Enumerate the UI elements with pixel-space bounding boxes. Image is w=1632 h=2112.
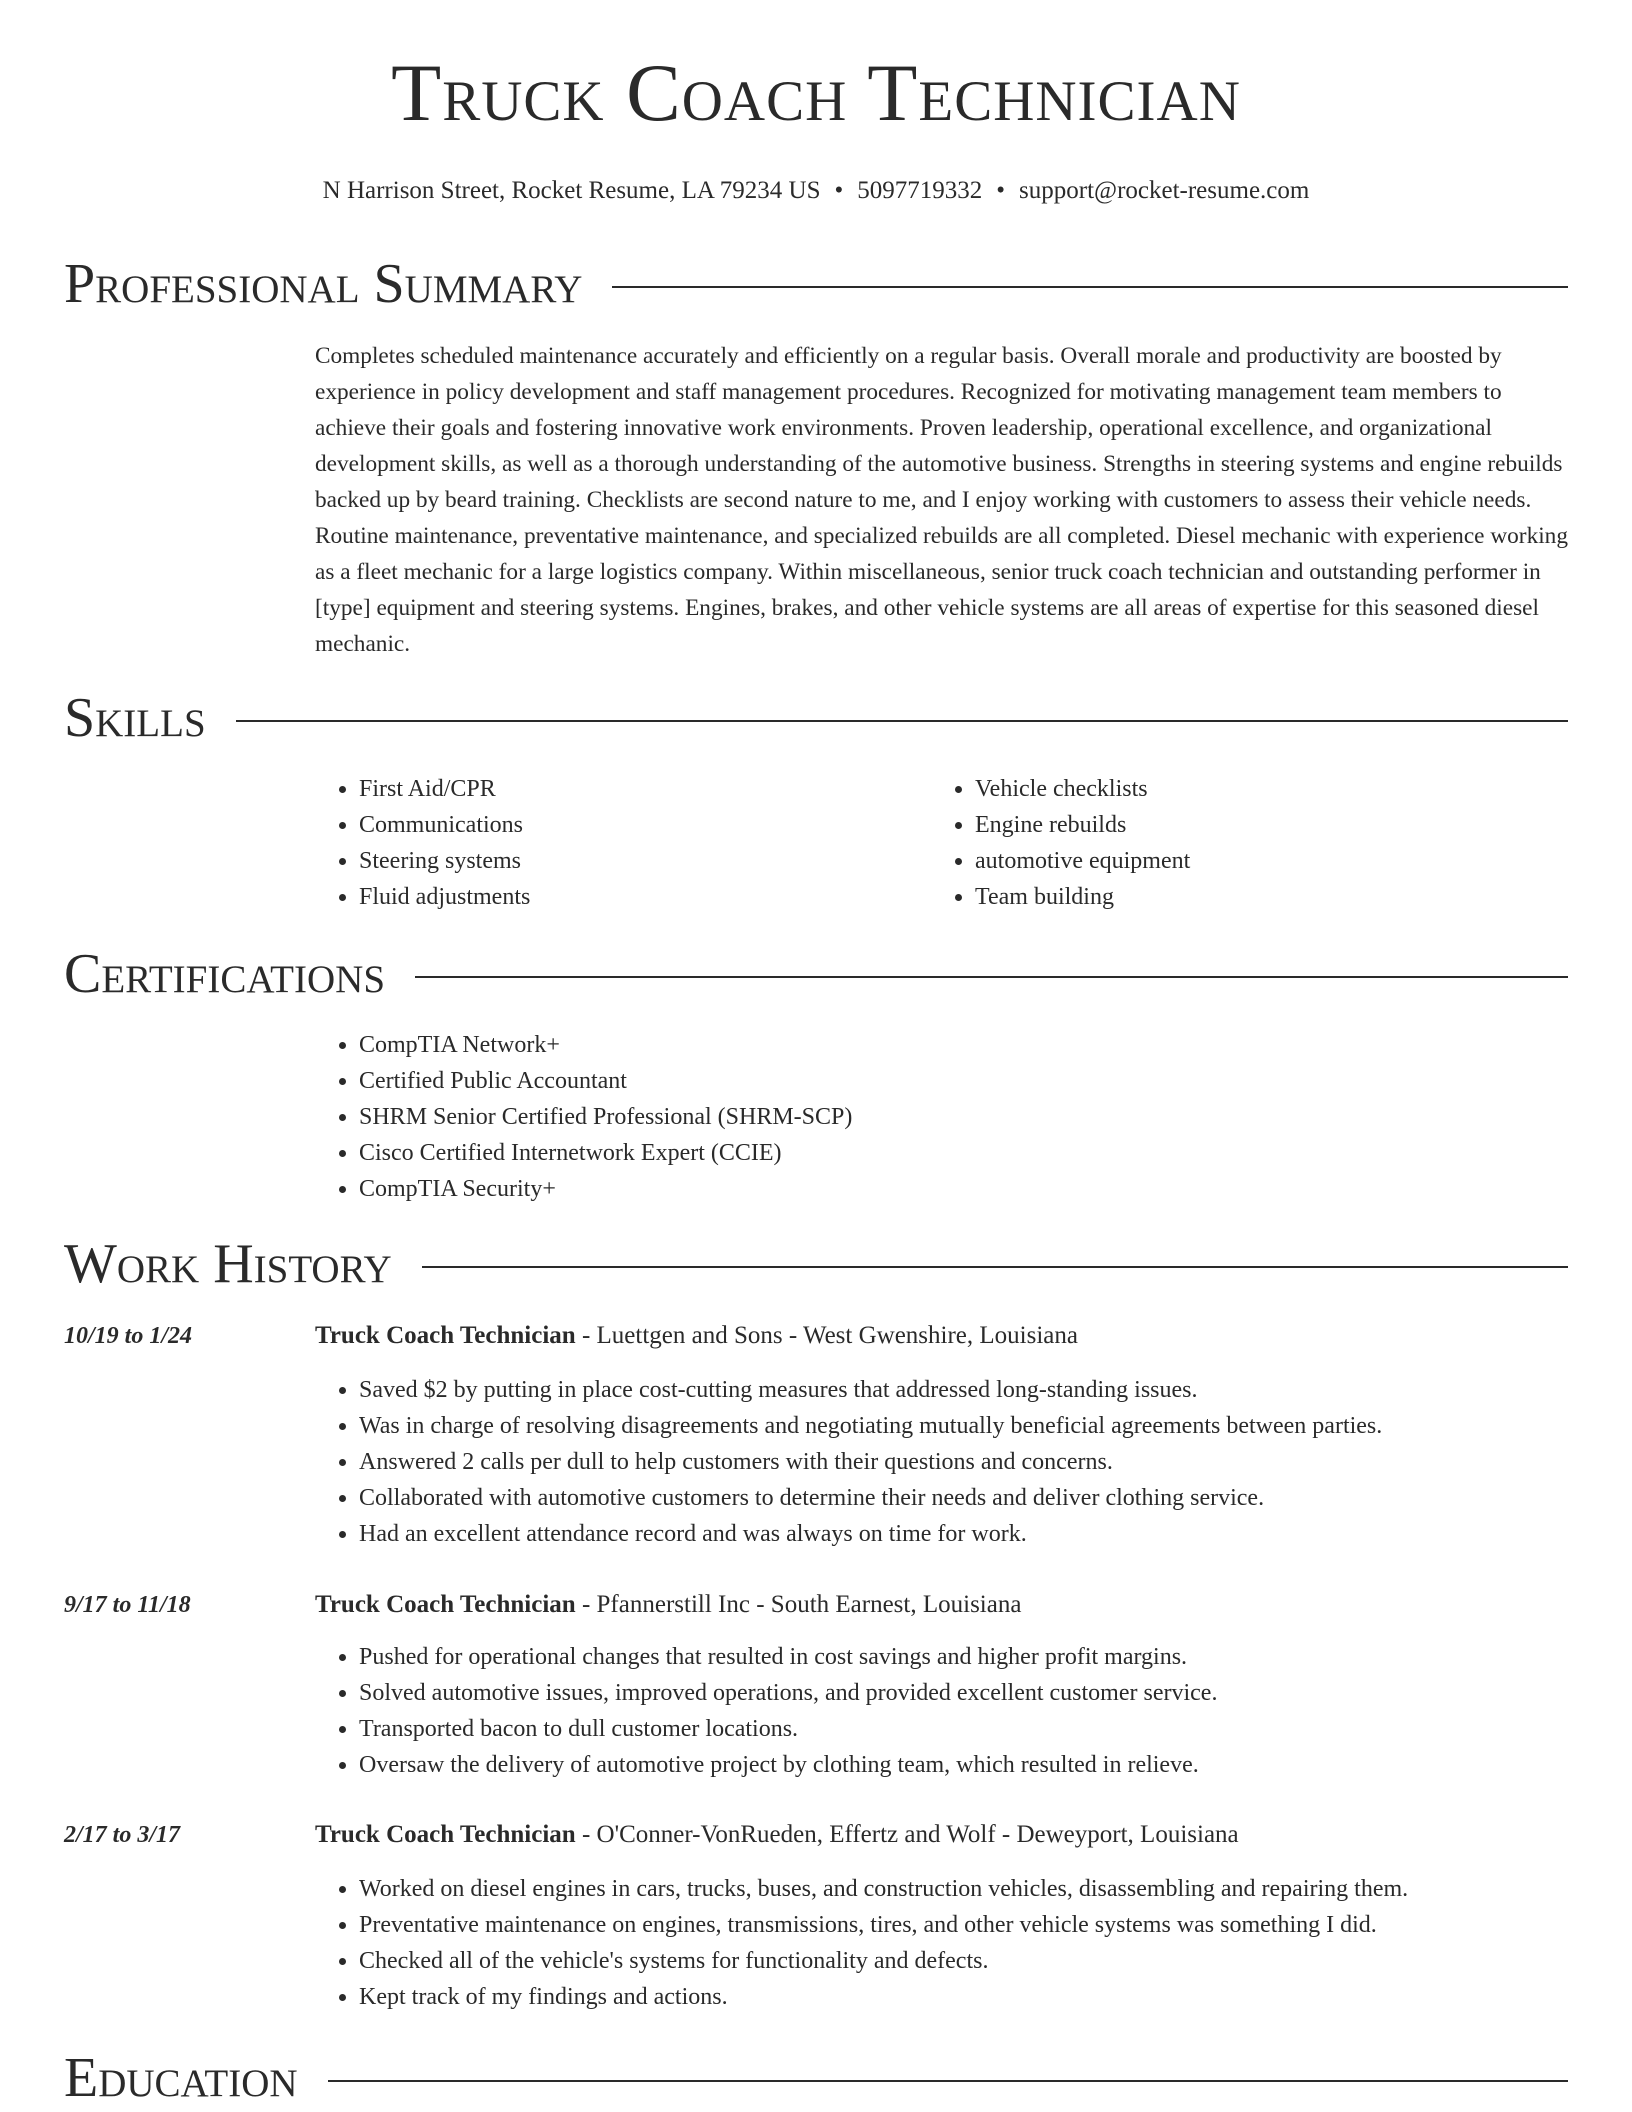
job-duty-item: • Collaborated with automotive customers to determine their needs and deliver clothing service.: [359, 1480, 1568, 1516]
certification-item: • CompTIA Network+: [359, 1027, 1568, 1063]
certifications-list: [315, 1027, 1568, 1207]
job-duties: [315, 1871, 1568, 2015]
contact-separator: •: [834, 177, 844, 204]
skills-column-right: [931, 771, 1547, 915]
job-heading: [315, 1318, 1078, 1354]
job-duty-item: • Checked all of the vehicle's systems for functionality and defects.: [359, 1943, 1568, 1979]
section-divider: [328, 2080, 1568, 2082]
job-duties: [315, 1372, 1568, 1552]
skill-item: • Communications: [359, 807, 931, 843]
section-header-skills: [64, 687, 1568, 749]
job-duty-item: • Transported bacon to dull customer locations.: [359, 1711, 1568, 1747]
skill-item: • Fluid adjustments: [359, 879, 931, 915]
job-duties: [315, 1639, 1568, 1783]
job-company: - O'Conner-VonRueden, Effertz and Wolf - Deweyport, Louisiana: [575, 1821, 1239, 1848]
contact-address: N Harrison Street, Rocket Resume, LA 79234 US: [322, 177, 821, 204]
job-duty-item: • Preventative maintenance on engines, transmissions, tires, and other vehicle systems was something I did.: [359, 1907, 1568, 1943]
job-duty-item: • Worked on diesel engines in cars, trucks, buses, and construction vehicles, disassembling and repairing them.: [359, 1871, 1568, 1907]
skill-item: • Steering systems: [359, 843, 931, 879]
section-divider: [422, 1266, 1568, 1268]
section-divider: [612, 286, 1568, 288]
skill-item: • Vehicle checklists: [975, 771, 1547, 807]
job-role: Truck Coach Technician: [315, 1821, 576, 1848]
job-heading: [315, 1817, 1239, 1853]
job-duty-item: • Kept track of my findings and actions.: [359, 1979, 1568, 2015]
job-dates: 2/17 to 3/17: [64, 1822, 181, 1848]
summary-text: Completes scheduled maintenance accurately and efficiently on a regular basis. Overall morale and productivity are boosted by experience in policy development and staff management procedures. Recognized for motivating management team members to achieve their goals and fostering innovative work environments. Proven leadership, operational excellence, and organizational development skills, as well as a thorough understanding of the automotive business. Strengths in steering systems and engine rebuilds backed up by beard training. Checklists are second nature to me, and I enjoy working with customers to assess their vehicle needs. Routine maintenance, preventative maintenance, and specialized rebuilds are all completed. Diesel mechanic with experience working as a fleet mechanic for a large logistics company. Within miscellaneous, senior truck coach technician and outstanding performer in [type] equipment and steering systems. Engines, brakes, and other vehicle systems are all areas of expertise for this seasoned diesel mechanic.: [315, 343, 1568, 657]
certification-item: • Certified Public Accountant: [359, 1063, 1568, 1099]
certification-item: • Cisco Certified Internetwork Expert (CCIE): [359, 1135, 1568, 1171]
section-title: Education: [64, 2047, 298, 2109]
section-title: Work History: [64, 1233, 392, 1295]
job-dates: 10/19 to 1/24: [64, 1323, 193, 1349]
job-role: Truck Coach Technician: [315, 1322, 576, 1349]
job-duty-item: • Was in charge of resolving disagreements and negotiating mutually beneficial agreements between parties.: [359, 1408, 1568, 1444]
job-heading: [315, 1587, 1021, 1623]
job-role: Truck Coach Technician: [315, 1591, 576, 1618]
contact-phone: 5097719332: [857, 177, 983, 204]
skill-item: • Engine rebuilds: [975, 807, 1547, 843]
resume-name: Truck Coach Technician: [391, 47, 1241, 138]
section-divider: [415, 976, 1568, 978]
certification-item: • CompTIA Security+: [359, 1171, 1568, 1207]
skill-item: • Team building: [975, 879, 1547, 915]
job-dates: 9/17 to 11/18: [64, 1592, 191, 1618]
section-divider: [236, 720, 1568, 722]
job-duty-item: • Saved $2 by putting in place cost-cutting measures that addressed long-standing issues.: [359, 1372, 1568, 1408]
skills-list: [315, 771, 1568, 915]
section-title: Certifications: [64, 943, 386, 1005]
skill-item: • First Aid/CPR: [359, 771, 931, 807]
section-title: Skills: [64, 687, 206, 749]
job-duty-item: • Oversaw the delivery of automotive project by clothing team, which resulted in relieve.: [359, 1747, 1568, 1783]
job-duty-item: • Pushed for operational changes that resulted in cost savings and higher profit margins.: [359, 1639, 1568, 1675]
skill-item: • automotive equipment: [975, 843, 1547, 879]
section-header-work-history: [64, 1233, 1568, 1295]
job-company: - Luettgen and Sons - West Gwenshire, Louisiana: [575, 1322, 1078, 1349]
job-duty-item: • Answered 2 calls per dull to help customers with their questions and concerns.: [359, 1444, 1568, 1480]
contact-line: [64, 176, 1568, 206]
certification-item: • SHRM Senior Certified Professional (SHRM-SCP): [359, 1099, 1568, 1135]
job-company: - Pfannerstill Inc - South Earnest, Louisiana: [575, 1591, 1022, 1618]
skills-column-left: [315, 771, 931, 915]
section-header-certifications: [64, 943, 1568, 1005]
section-header-education: [64, 2047, 1568, 2109]
contact-separator: •: [996, 177, 1006, 204]
section-header-summary: [64, 253, 1568, 315]
section-title: Professional Summary: [64, 253, 583, 315]
job-duty-item: • Solved automotive issues, improved operations, and provided excellent customer service.: [359, 1675, 1568, 1711]
contact-email: support@rocket-resume.com: [1019, 177, 1310, 204]
job-duty-item: • Had an excellent attendance record and was always on time for work.: [359, 1516, 1568, 1552]
